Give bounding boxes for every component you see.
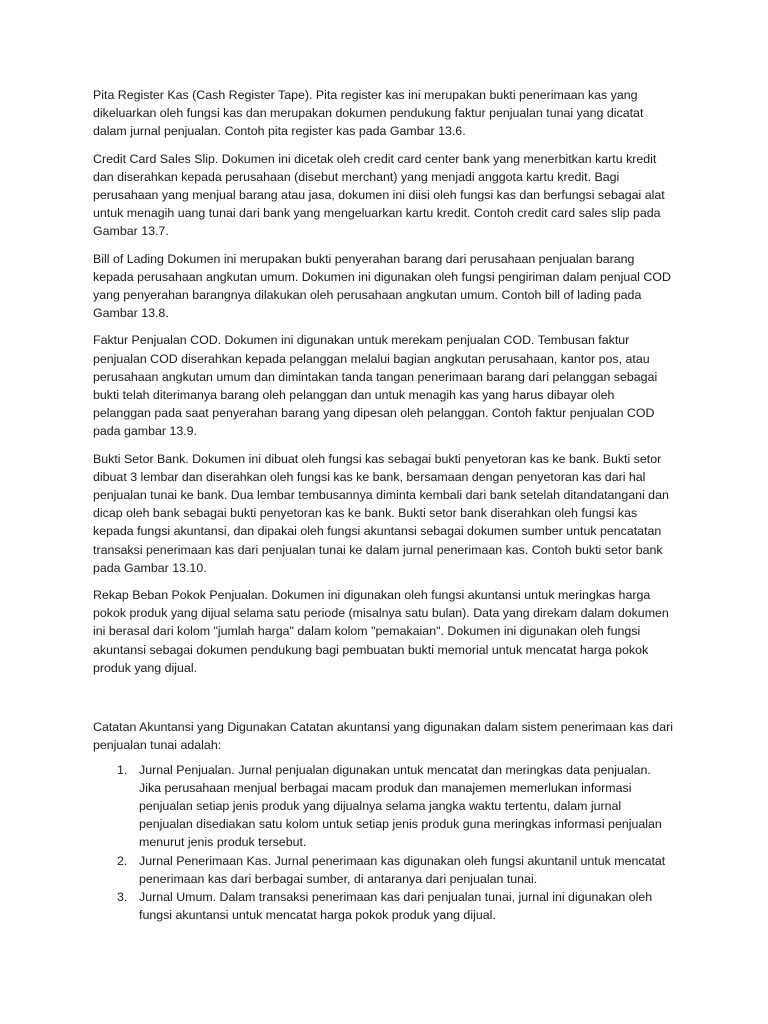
list-text: Jurnal Penerimaan Kas. Jurnal penerimaan kas digunakan oleh fungsi akuntanil untuk mencatat penerimaan kas dari berbagai sumber, di antaranya dari penjualan tunai. — [139, 853, 666, 886]
paragraph-catatan-intro: Catatan Akuntansi yang Digunakan Catatan akuntansi yang digunakan dalam sistem penerimaan kas dari penjualan tunai adalah: — [93, 720, 673, 753]
list-item — [93, 761, 673, 852]
section-gap — [93, 686, 673, 718]
list-number: 2. — [117, 853, 128, 868]
paragraph-bukti-setor-bank: Bukti Setor Bank. Dokumen ini dibuat oleh fungsi kas sebagai bukti penyetoran kas ke bank. Bukti setor dibuat 3 lembar dan diserahkan oleh fungsi kas ke bank, bersamaan dengan penyetoran kas dari hal penjualan tunai ke bank. Dua lembar tembusannya diminta kembali dari bank setelah ditandatangani dan dicap oleh bank sebagai bukti penyetoran kas ke bank. Bukti setor bank diserahkan oleh fungsi kas kepada fungsi akuntansi, dan dipakai oleh fungsi akuntansi sebagai dokumen sumber untuk pencatatan transaksi penerimaan kas dari penjualan tunai ke dalam jurnal penerimaan kas. Contoh bukti setor bank pada Gambar 13.10. — [93, 451, 669, 575]
list-text: Jurnal Penjualan. Jurnal penjualan digunakan untuk mencatat dan meringkas data penjualan. Jika perusahaan menjual berbagai macam produk dan manajemen memerlukan informasi penjualan setiap jenis produk yang dijualnya selama jangka waktu tertentu, dalam jurnal penjualan disediakan satu kolom untuk setiap jenis produk guna meringkas informasi penjualan menurut jenis produk tersebut. — [139, 762, 662, 850]
paragraph-bill-of-lading: Bill of Lading Dokumen ini merupakan bukti penyerahan barang dari perusahaan penjualan barang kepada perusahaan angkutan umum. Dokumen ini digunakan oleh fungsi pengiriman dalam penjual COD yang penyerahan barangnya dilakukan oleh perusahaan angkutan umum. Contoh bill of lading pada Gambar 13.8. — [93, 251, 671, 321]
paragraph-pita-register-kas: Pita Register Kas (Cash Register Tape). Pita register kas ini merupakan bukti penerimaan kas yang dikeluarkan oleh fungsi kas dan merupakan dokumen pendukung faktur penjualan tunai yang dicatat dalam jurnal penjualan. Contoh pita register kas pada Gambar 13.6. — [93, 88, 644, 139]
list-text: Jurnal Umum. Dalam transaksi penerimaan kas dari penjualan tunai, jurnal ini digunakan oleh fungsi akuntansi untuk mencatat harga pokok produk yang dijual. — [139, 889, 653, 923]
paragraph-rekap-beban-pokok: Rekap Beban Pokok Penjualan. Dokumen ini digunakan oleh fungsi akuntansi untuk meringkas harga pokok produk yang dijual selama satu periode (misalnya satu bulan). Data yang direkam dalam dokumen ini berasal dari kolom "jumlah harga" dalam kolom "pemakaian". Dokumen ini digunakan oleh fungsi akuntansi sebagai dokumen pendukung bagi pembuatan bukti memorial untuk mencatat harga pokok produk yang dijual. — [93, 588, 669, 675]
list-item — [93, 852, 673, 888]
catatan-akuntansi-list — [93, 761, 673, 925]
paragraph-faktur-penjualan-cod: Faktur Penjualan COD. Dokumen ini digunakan untuk merekam penjualan COD. Tembusan faktur penjualan COD diserahkan kepada pelanggan melalui bagian angkutan perusahaan, kantor pos, atau perusahaan angkutan umum dan dimintakan tanda tangan penerimaan barang dari pelanggan sebagai bukti telah diterimanya barang oleh pelanggan dan untuk menagih kas yang harus dibayar oleh pelanggan pada saat penyerahan barang yang dipesan oleh pelanggan. Contoh faktur penjualan COD pada gambar 13.9. — [93, 333, 658, 439]
list-number: 1. — [117, 762, 128, 777]
paragraph-credit-card-sales-slip: Credit Card Sales Slip. Dokumen ini dicetak oleh credit card center bank yang menerbitkan kartu kredit dan diserahkan kepada perusahaan (disebut merchant) yang menjadi anggota kartu kredit. Bagi perusahaan yang menjual barang atau jasa, dokumen ini diisi oleh fungsi kas dan berfungsi sebagai alat untuk menagih uang tunai dari bank yang mengeluarkan kartu kredit. Contoh credit card sales slip pada Gambar 13.7. — [93, 151, 665, 239]
list-item — [93, 888, 673, 924]
document-page — [93, 86, 673, 924]
list-number: 3. — [117, 889, 128, 904]
